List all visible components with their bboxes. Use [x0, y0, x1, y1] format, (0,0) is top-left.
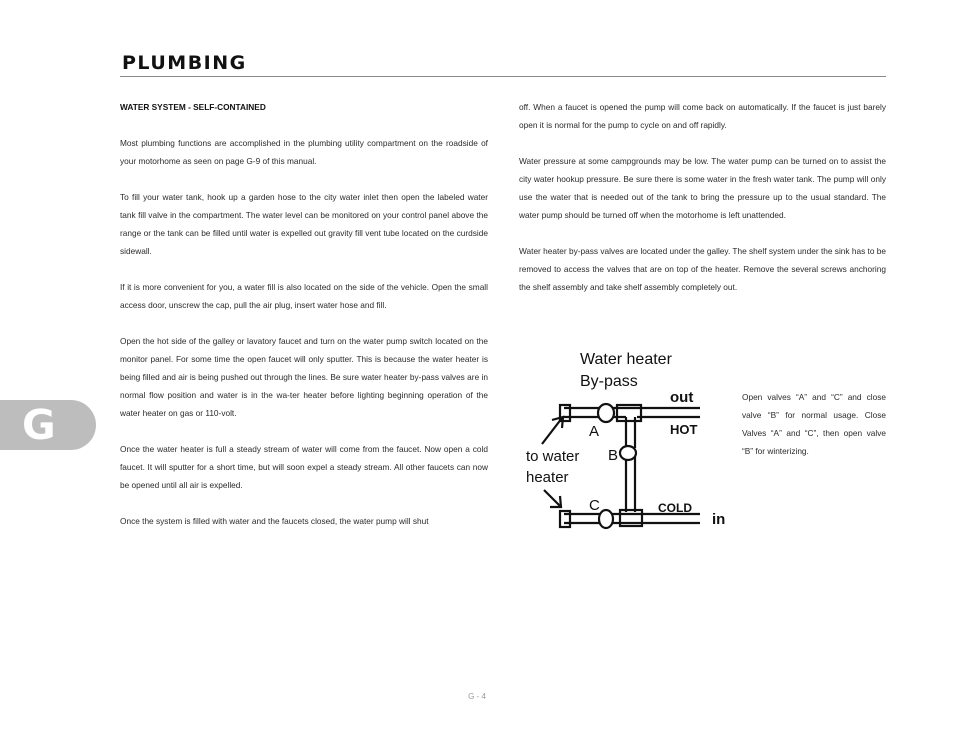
label-a: A [589, 423, 600, 440]
paragraph: Water pressure at some campgrounds may be low. The water pump can be turned on to assist the city water hookup pressure. Be sure there is some water in the fresh water tank. The pump will only use the water that is needed out of the tank to bring the pressure up to the usual standard. The water pump should be turned off when the motorhome is left unattended. [519, 156, 886, 220]
page-title: PLUMBING [122, 52, 247, 74]
section-tab-letter: G [22, 401, 56, 449]
label-to-water: to water [526, 448, 580, 465]
label-b: B [608, 447, 619, 464]
arrow-up-icon [542, 417, 563, 444]
diagram-title-line1: Water heater [580, 351, 672, 368]
label-hot: HOT [670, 422, 698, 437]
paragraph: Open the hot side of the galley or lavatory faucet and turn on the water pump switch located on the monitor panel. For some time the open faucet will only sputter. This is because the water heater is being filled and air is being pushed out through the lines. Be sure water heater by-pass valves are in normal flow position and water is in the wa-ter heater before lighting beginning operation of the water heater on gas or 110-volt. [120, 336, 488, 418]
paragraph: If it is more convenient for you, a water fill is also located on the side of the vehicle. Open the small access door, unscrew the cap, pull the air plug, insert water hose and fill. [120, 282, 488, 310]
label-c: C [589, 497, 600, 514]
label-out: out [670, 389, 694, 406]
water-heater-bypass-diagram [522, 344, 734, 534]
label-cold: COLD [658, 501, 692, 515]
label-in: in [712, 511, 726, 528]
valve-a-icon [598, 404, 614, 422]
valve-c-icon [599, 510, 613, 528]
diagram-caption: Open valves “A” and “C” and close valve “B” for normal usage. Close Valves “A” and “C”, then open valve “B” for winterizing. [742, 392, 886, 456]
label-heater: heater [526, 469, 569, 486]
header-divider [120, 76, 886, 77]
diagram-title-line2: By-pass [580, 373, 638, 390]
paragraph: Once the water heater is full a steady stream of water will come from the faucet. Now open a cold faucet. It will sputter for a short time, but will soon expel a steady stream. All other faucets can now be opened until all air is expelled. [120, 444, 488, 490]
page-number: G - 4 [468, 692, 486, 701]
arrow-down-icon [544, 490, 561, 507]
left-column [120, 98, 488, 548]
paragraph: To fill your water tank, hook up a garden hose to the city water inlet then open the labeled water tank fill valve in the compartment. The water level can be monitored on your control panel above the range or the tank can be filled until water is expelled out gravity fill vent tube located on the curdside sidewall. [120, 192, 488, 256]
valve-b-icon [620, 446, 636, 460]
paragraph: off. When a faucet is opened the pump will come back on automatically. If the faucet is just barely open it is normal for the pump to cycle on and off rapidly. [519, 102, 886, 130]
paragraph: Most plumbing functions are accomplished in the plumbing utility compartment on the roadside of your motorhome as seen on page G-9 of this manual. [120, 138, 488, 166]
section-heading: WATER SYSTEM - SELF-CONTAINED [120, 102, 266, 112]
right-column [519, 98, 886, 314]
paragraph: Water heater by-pass valves are located under the galley. The shelf system under the sink has to be removed to access the valves that are on top of the heater. Remove the several screws anchoring the shelf assembly and take shelf assembly completely out. [519, 246, 886, 292]
paragraph: Once the system is filled with water and the faucets closed, the water pump will shut [120, 516, 429, 526]
section-tab [0, 400, 96, 450]
